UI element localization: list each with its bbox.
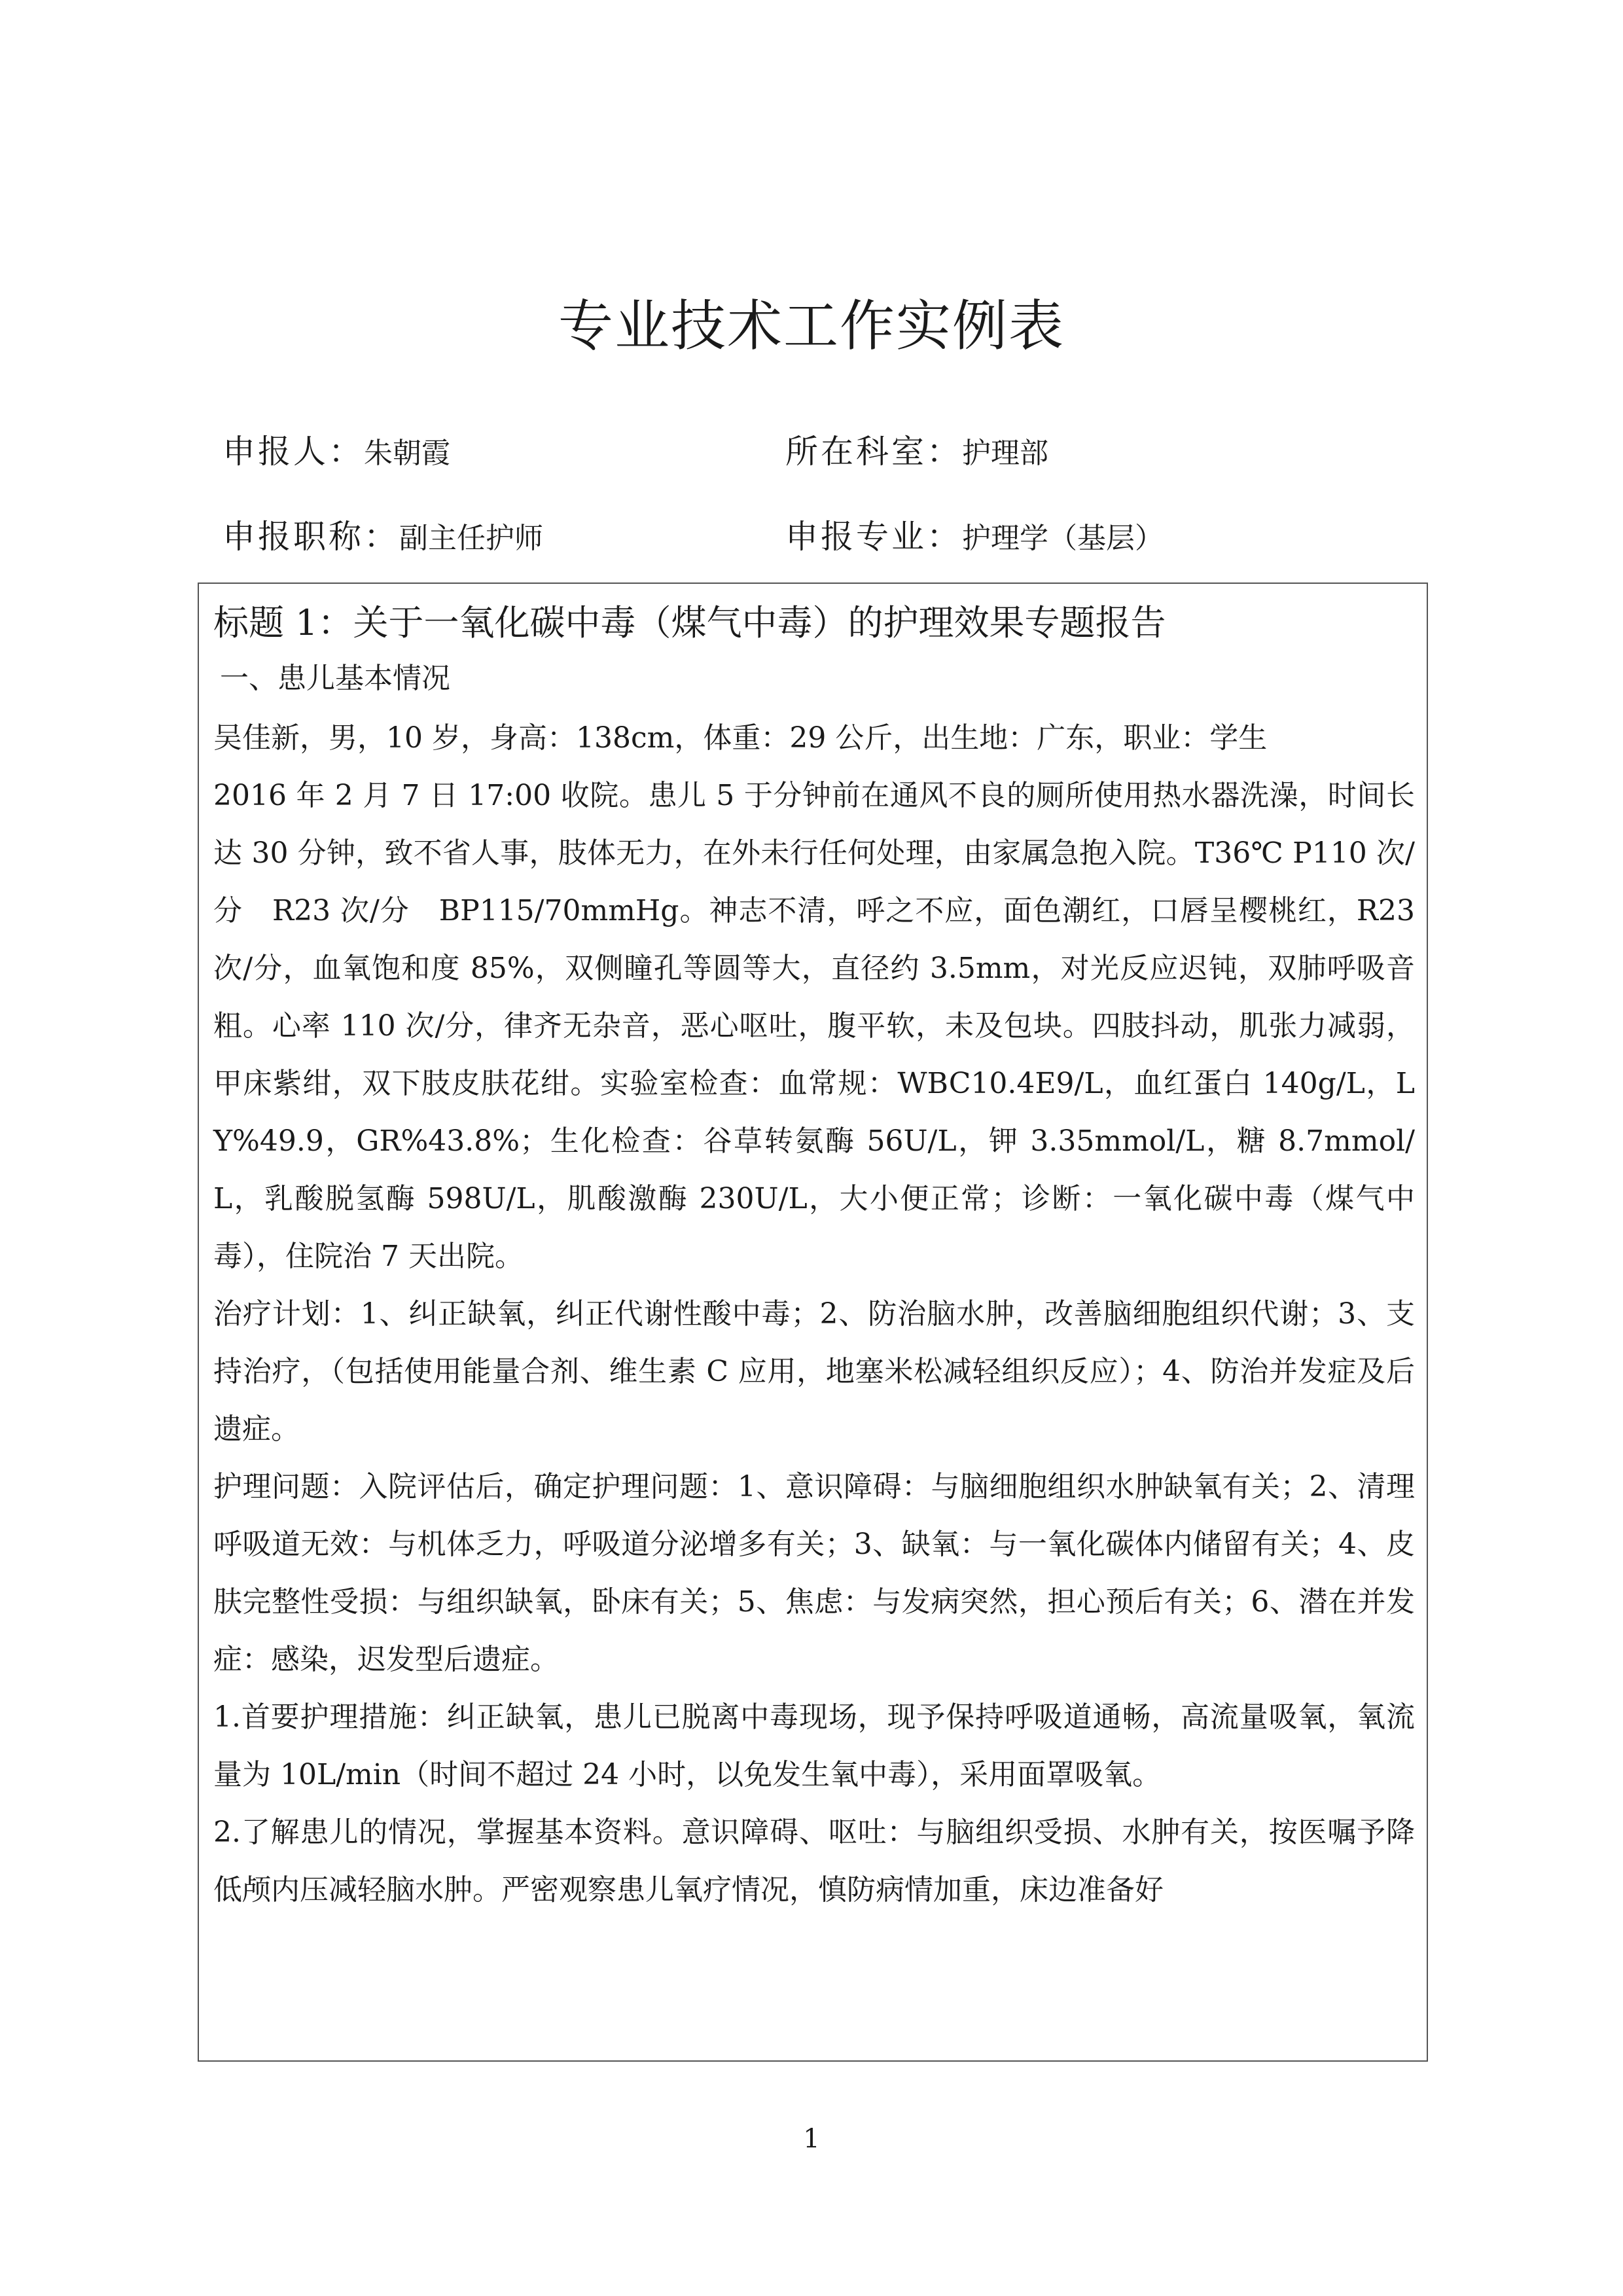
page-title: 专业技术工作实例表 [558, 294, 1065, 358]
nursing-problems: 护理问题：入院评估后，确定护理问题：1、意识障碍：与脑细胞组织水肿缺氧有关；2、清理呼吸道无效：与机体乏力，呼吸道分泌增多有关；3、缺氧：与一氧化碳体内储留有关；4、皮肤完整性受损：与组织缺氧，卧床有关；5、焦虑：与发病突然，担心预后有关；6、潜在并发症：感染，迟发型后遗症。 [213, 1469, 1415, 1676]
meta-row-applicant [223, 429, 1453, 475]
meta-row-position [223, 514, 1453, 560]
department-field [785, 429, 1048, 476]
specialty-label: 申报专业： [785, 518, 962, 556]
specialty-field [785, 514, 1164, 562]
position-field [223, 514, 543, 562]
section-title: 标题 1：关于一氧化碳中毒（煤气中毒）的护理效果专题报告 [213, 602, 1166, 643]
nursing-measure-2: 2.了解患儿的情况，掌握基本资料。意识障碍、呕吐：与脑组织受损、水肿有关，按医嘱予降低颅内压减轻脑水肿。严密观察患儿氧疗情况，慎防病情加重，床边准备好 [213, 1815, 1415, 1907]
treatment-plan: 治疗计划：1、纠正缺氧，纠正代谢性酸中毒；2、防治脑水肿，改善脑细胞组织代谢；3、支持治疗，（包括使用能量合剂、维生素 C 应用，地塞米松减轻组织反应）；4、防治并发症及后遗症。 [213, 1297, 1415, 1446]
admission-details: 2016 年 2 月 7 日 17:00 收院。患儿 5 于分钟前在通风不良的厕所使用热水器洗澡，时间长达 30 分钟，致不省人事，肢体无力，在外未行任何处理，由家属急抱入院。T36℃ P110 次/分 R23 次/分 BP115/70mmHg。神志不清，呼之不应，面色潮红，口唇呈樱桃红，R23 次/分，血氧饱和度 85%，双侧瞳孔等圆等大，直径约 3.5mm，对光反应迟钝，双肺呼吸音粗。心率 110 次/分，律齐无杂音，恶心呕吐，腹平软，未及包块。四肢抖动，肌张力减弱，甲床紫绀，双下肢皮肤花绀。实验室检查：血常规：WBC10.4E9/L，血红蛋白 140g/L，LY%49.9，GR%43.8%；生化检查：谷草转氨酶 56U/L，钾 3.35mmol/L，糖 8.7mmol/L，乳酸脱氢酶 598U/L，肌酸激酶 230U/L，大小便正常；诊断：一氧化碳中毒（煤气中毒），住院治 7 天出院。 [213, 778, 1415, 1273]
position-label: 申报职称： [223, 518, 399, 556]
specialty-value: 护理学（基层） [962, 522, 1164, 555]
applicant-value: 朱朝霞 [364, 437, 450, 470]
applicant-field [223, 429, 450, 476]
applicant-label: 申报人： [223, 433, 364, 471]
position-value: 副主任护师 [399, 522, 543, 555]
nursing-measure-1: 1.首要护理措施：纠正缺氧，患儿已脱离中毒现场，现予保持呼吸道通畅，高流量吸氧，氧流量为 10L/min（时间不超过 24 小时，以免发生氧中毒），采用面罩吸氧。 [213, 1700, 1415, 1791]
section-subheading: 一、患儿基本情况 [220, 661, 450, 695]
department-value: 护理部 [962, 437, 1048, 470]
department-label: 所在科室： [785, 433, 962, 471]
report-content-box [198, 583, 1428, 2062]
page-number: 1 [803, 2124, 820, 2154]
patient-basic-info: 吴佳新，男，10 岁，身高：138cm，体重：29 公斤，出生地：广东，职业：学生 [213, 721, 1268, 755]
